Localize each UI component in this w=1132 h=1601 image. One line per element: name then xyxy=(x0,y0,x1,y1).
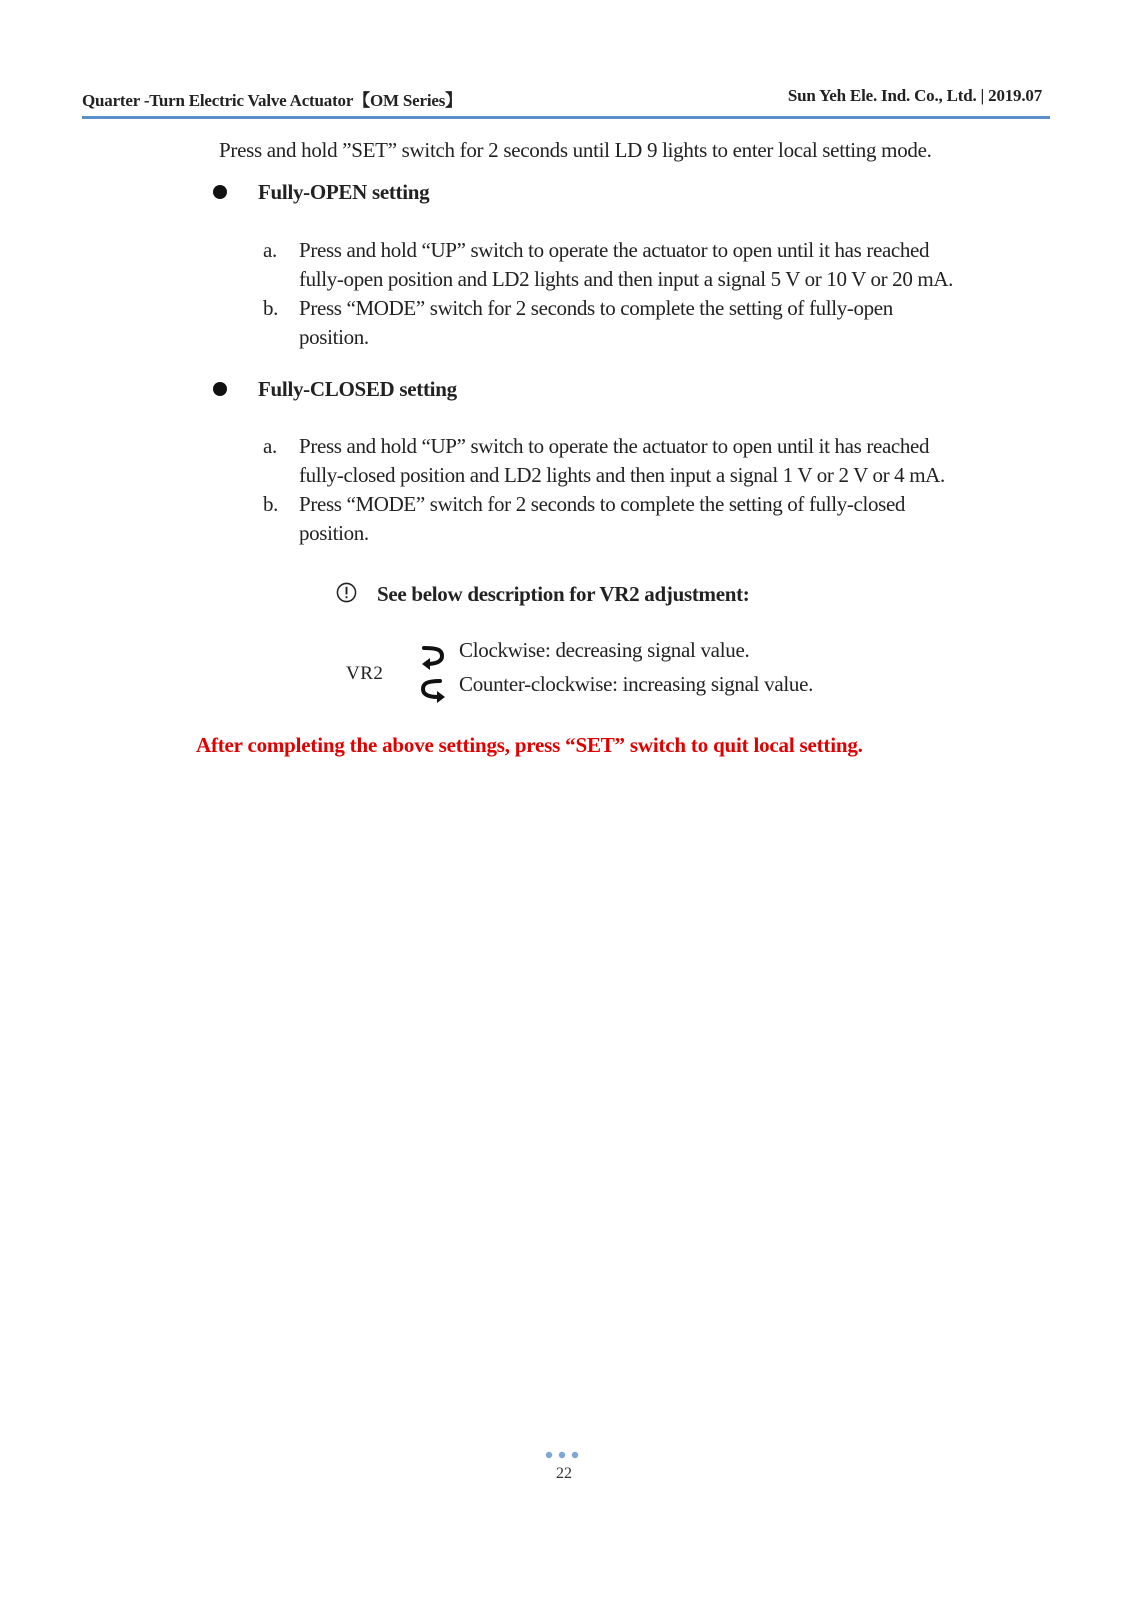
intro-text: Press and hold ”SET” switch for 2 seconds until LD 9 lights to enter local setting mode. xyxy=(219,138,932,162)
step-line: position. xyxy=(299,521,369,545)
step-line: fully-open position and LD2 lights and then input a signal 5 V or 10 V or 20 mA. xyxy=(299,267,954,291)
counter-clockwise-arrow-icon xyxy=(418,675,448,705)
section-fully-open-steps xyxy=(263,236,1063,352)
step-line: position. xyxy=(299,325,369,349)
header-company: Sun Yeh Ele. Ind. Co., Ltd. | 2019.07 xyxy=(787,86,1042,105)
step-item xyxy=(263,432,1063,490)
clockwise-arrow-icon xyxy=(418,642,448,672)
step-line: fully-closed position and LD2 lights and then input a signal 1 V or 2 V or 4 mA. xyxy=(299,463,945,487)
step-marker: b. xyxy=(263,492,279,516)
section-fully-open-heading xyxy=(213,180,429,205)
section-title: Fully-CLOSED setting xyxy=(258,377,457,401)
bullet-icon xyxy=(213,185,227,199)
step-line: Press “MODE” switch for 2 seconds to complete the setting of fully-open xyxy=(299,296,893,320)
section-title: Fully-OPEN setting xyxy=(258,180,430,204)
step-marker: b. xyxy=(263,296,279,320)
step-line: Press and hold “UP” switch to operate the actuator to open until it has reached xyxy=(299,434,930,458)
section-fully-closed-heading xyxy=(213,377,457,402)
note-text: See below description for VR2 adjustment: xyxy=(377,582,750,606)
header-title: Quarter -Turn Electric Valve Actuator【OM Series】 xyxy=(82,91,462,110)
step-marker: a. xyxy=(263,238,277,262)
page-number: 22 xyxy=(556,1465,572,1482)
step-line: Press and hold “UP” switch to operate the actuator to open until it has reached xyxy=(299,238,930,262)
step-item xyxy=(263,490,1063,548)
step-item xyxy=(263,236,1063,294)
clockwise-description: Clockwise: decreasing signal value. xyxy=(459,638,750,662)
vr2-note xyxy=(336,582,750,607)
page-header xyxy=(82,86,1050,116)
step-line: Press “MODE” switch for 2 seconds to complete the setting of fully-closed xyxy=(299,492,906,516)
section-fully-closed-steps xyxy=(263,432,1063,548)
step-marker: a. xyxy=(263,434,277,458)
final-warning: After completing the above settings, press “SET” switch to quit local setting. xyxy=(196,733,863,757)
header-rule xyxy=(82,116,1050,119)
counter-clockwise-description: Counter-clockwise: increasing signal value. xyxy=(459,672,814,696)
bullet-icon xyxy=(213,382,227,396)
footer-dots-icon xyxy=(544,1450,584,1460)
exclamation-circle-icon xyxy=(336,582,357,603)
vr2-label: VR2 xyxy=(346,663,384,684)
step-item xyxy=(263,294,1063,352)
